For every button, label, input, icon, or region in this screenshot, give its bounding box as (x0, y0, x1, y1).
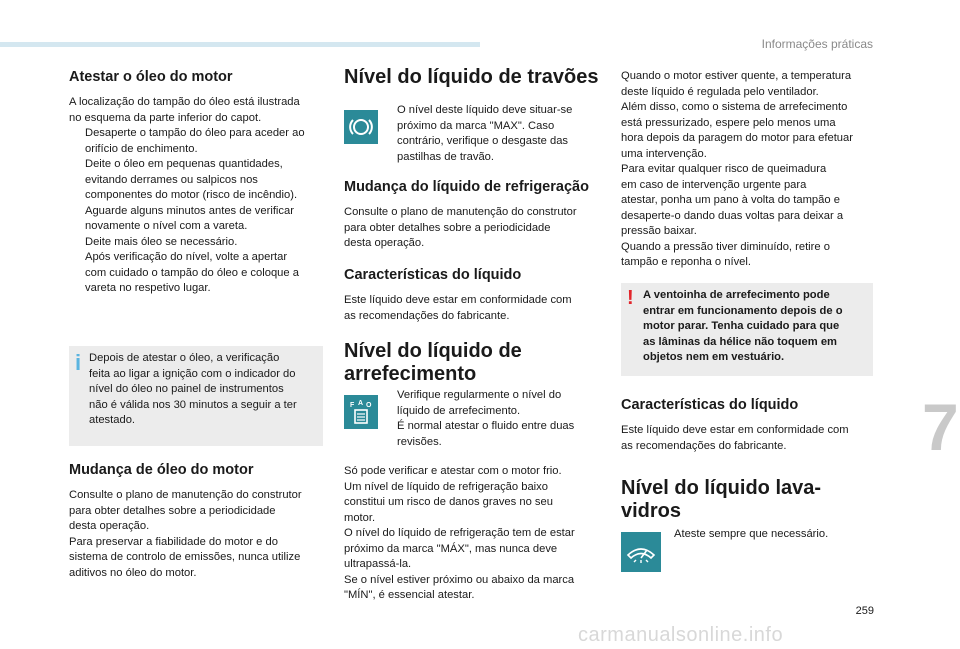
heading-fluid-specs: Características do líquido (344, 267, 522, 283)
info-box (69, 346, 323, 446)
brake-fluid-text: O nível deste líquido deve situar-se próximo da marca "MAX". Caso contrário, verifique o desgaste das pastilhas de travão. (397, 104, 573, 163)
fluid-specs-text: Este líquido deve estar em conformidade com as recomendações do fabricante. (344, 294, 572, 322)
coolant-level-text: Só pode verificar e atestar com o motor frio. Um nível de líquido de refrigeração baixo constitui um risco de danos graves no seu motor. O nível do líquido de refrigeração tem de estar próximo da marca "MÁX", mas nunca deve ultrapassá-la. Se o nível estiver próximo ou abaixo da marca "MÍN", é essencial atestar. (344, 465, 575, 601)
page-number: 259 (855, 605, 874, 617)
coolant-change-text: Consulte o plano de manutenção do construtor para obter detalhes sobre a periodicidade desta operação. (344, 206, 577, 249)
svg-text:O: O (366, 402, 372, 409)
step-1: Desaperte o tampão do óleo para aceder ao orifício de enchimento. (85, 127, 305, 155)
step-4: Deite mais óleo se necessário. (85, 235, 238, 248)
svg-text:A: A (358, 400, 364, 407)
warning-text: A ventoinha de arrefecimento pode entrar em funcionamento depois de o motor parar. Tenha cuidado para que as lâminas da hélice não toquem em objetos nem em vestuário. (643, 289, 843, 363)
fluid-specs-text-2: Este líquido deve estar em conformidade com as recomendações do fabricante. (621, 424, 849, 452)
heading-brake-fluid: Nível do líquido de travões (344, 66, 599, 88)
brake-fluid-icon (344, 110, 378, 144)
heading-oil-change: Mudança de óleo do motor (69, 462, 254, 478)
info-text: Depois de atestar o óleo, a verificação feita ao ligar a ignição com o indicador do nível do óleo no painel de instrumentos não é válida nos 30 minutos a seguir a ter atestado. (89, 352, 297, 426)
info-icon: i (75, 350, 82, 375)
coolant-check-text: Verifique regularmente o nível do líquido de arrefecimento. É normal atestar o fluido entre duas revisões. (397, 389, 575, 448)
hot-engine-text: Quando o motor estiver quente, a temperatura deste líquido é regulada pelo ventilador. Além disso, como o sistema de arrefecimento está pressurizado, espere pelo menos uma hora depois da paragem do motor para efetuar uma intervenção. Para evitar qualquer risco de queimadura em caso de intervenção urgente para atestar, ponha um pano à volta do tampão e desaperte-o dando duas voltas para deixar a pressão baixar. Quando a pressão tiver diminuído, retire o tampão e reponha o nível. (621, 70, 853, 268)
washer-icon (621, 532, 661, 572)
warning-box (621, 283, 873, 376)
step-5: Após verificação do nível, volte a apertar com cuidado o tampão do óleo e coloque a vareta no respetivo lugar. (85, 251, 299, 294)
heading-add-oil: Atestar o óleo do motor (69, 69, 233, 85)
section-title: Informações práticas (761, 37, 873, 51)
svg-text:F: F (350, 402, 355, 409)
heading-fluid-specs-2: Características do líquido (621, 397, 799, 413)
washer-text: Ateste sempre que necessário. (674, 528, 829, 540)
heading-coolant-change: Mudança do líquido de refrigeração (344, 179, 589, 195)
chapter-tab: 7 (904, 395, 960, 469)
heading-coolant-level: Nível do líquido de arrefecimento (344, 340, 522, 385)
oil-intro: A localização do tampão do óleo está ilustrada no esquema da parte inferior do capot. (69, 96, 300, 124)
heading-washer-fluid: Nível do líquido lava-vidros (621, 477, 822, 522)
header-bar (0, 42, 480, 47)
coolant-icon (344, 395, 378, 429)
warning-icon: ! (627, 287, 634, 309)
step-3: Aguarde alguns minutos antes de verificar novamente o nível com a vareta. (85, 204, 294, 232)
watermark: carmanualsonline.info (578, 624, 784, 646)
step-2: Deite o óleo em pequenas quantidades, evitando derrames ou salpicos nos componentes do motor (risco de incêndio). (85, 158, 298, 201)
oil-steps (69, 126, 305, 297)
oil-change-text: Consulte o plano de manutenção do construtor para obter detalhes sobre a periodicidade desta operação. Para preservar a fiabilidade do motor e do sistema de controlo de emissões, nunca utilize aditivos no óleo do motor. (69, 489, 302, 579)
